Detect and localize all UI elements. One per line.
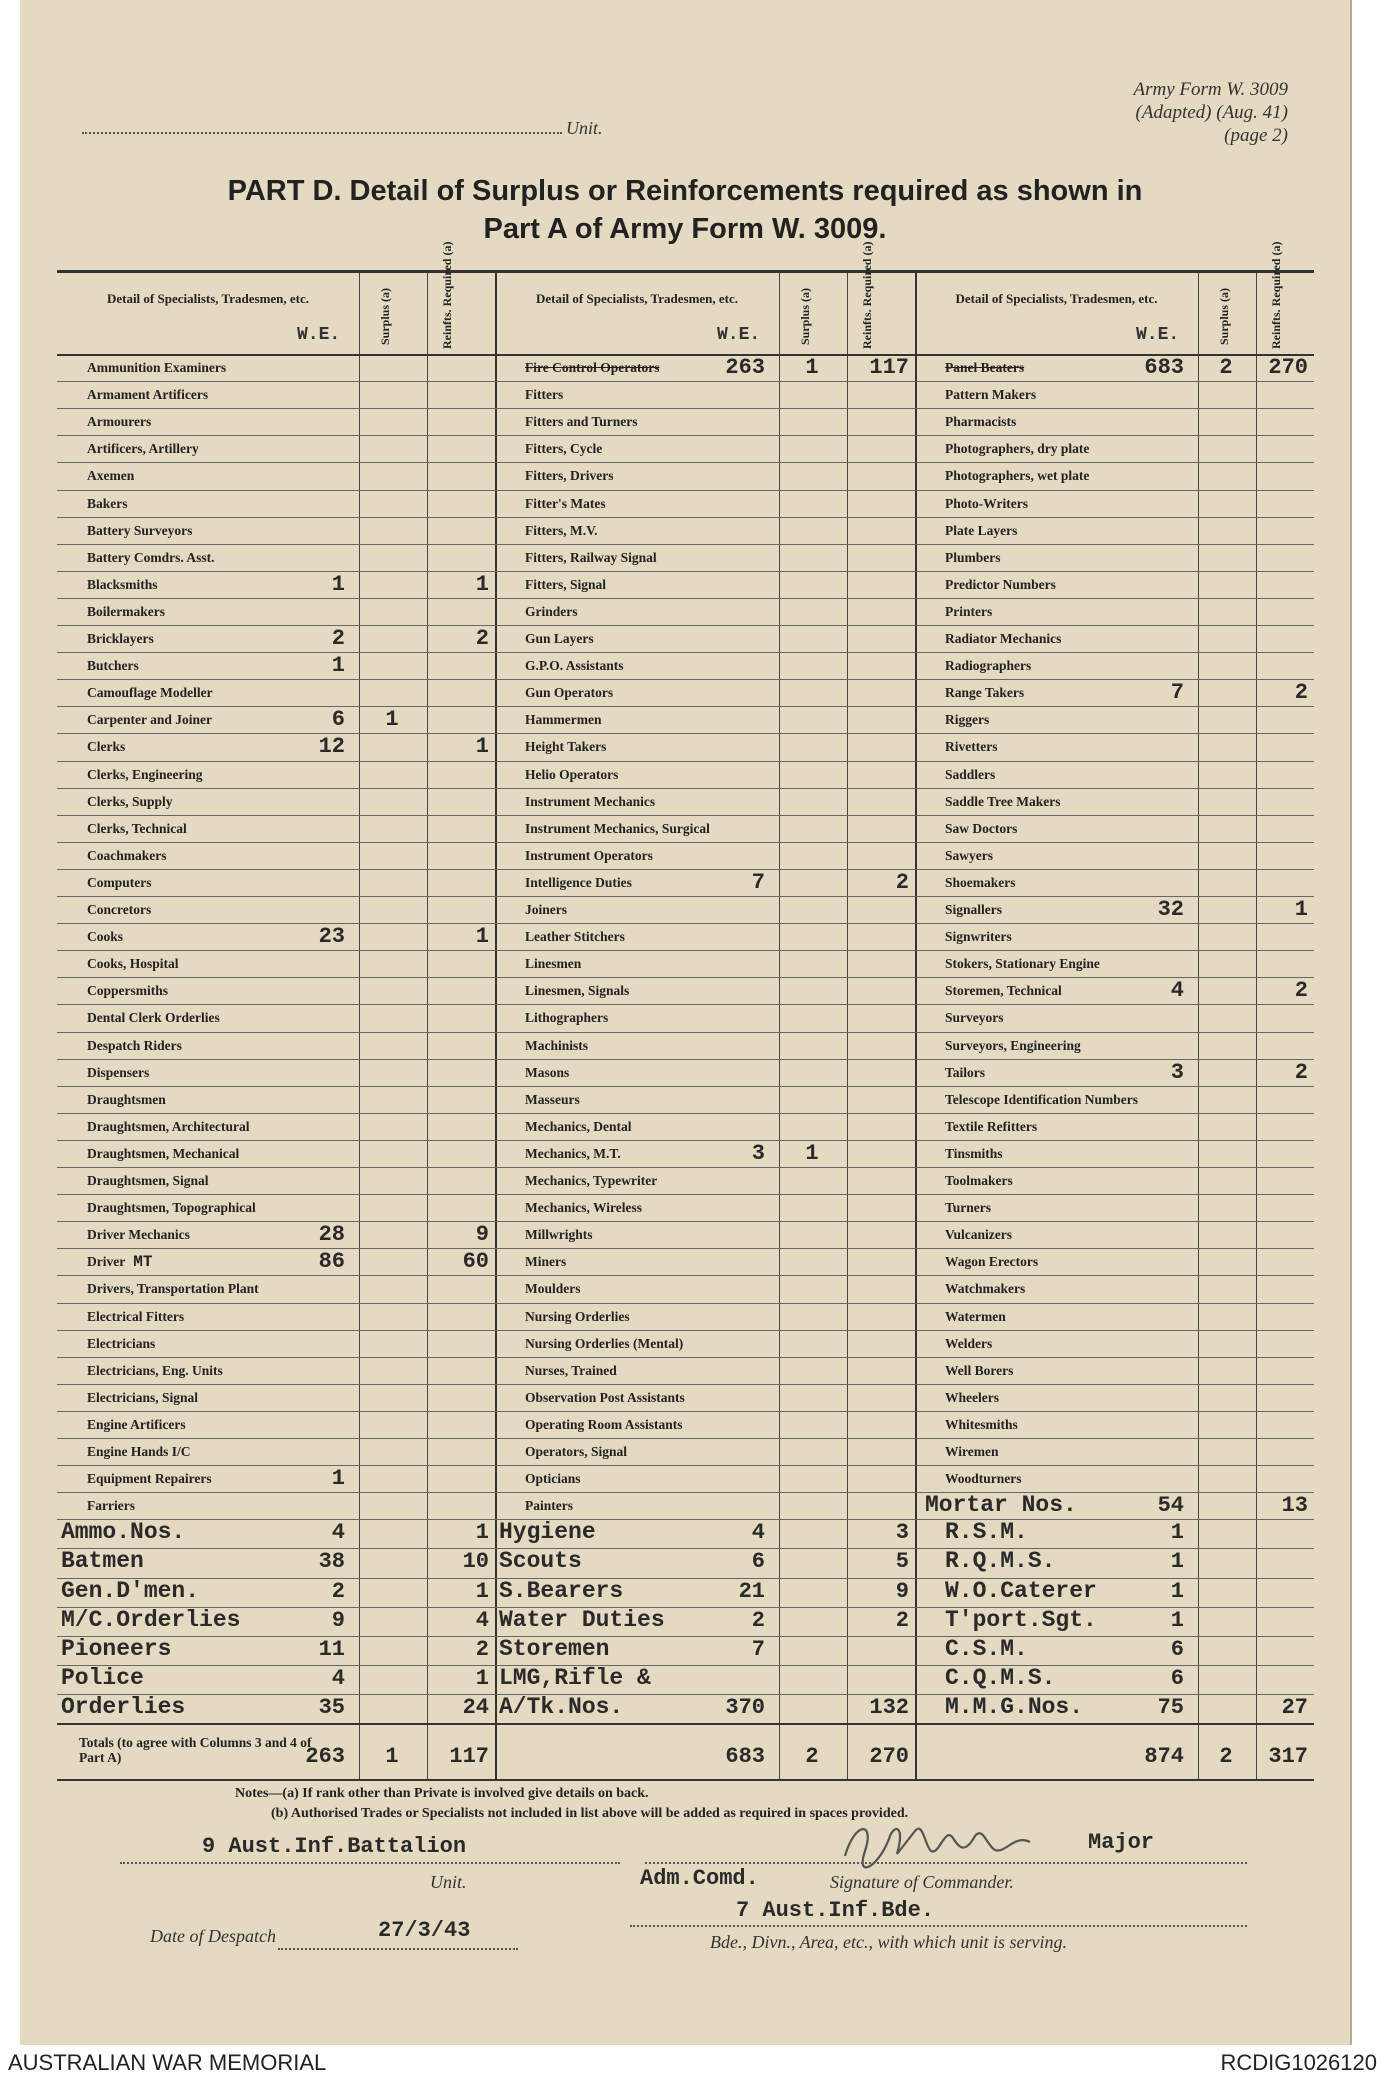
we-value: 3: [1170, 1059, 1184, 1085]
typed-trade-scouts: Scouts: [499, 1548, 582, 1575]
note-a: Notes—(a) If rank other than Private is involved give details on back.: [235, 1786, 649, 1801]
reinfts-value: 2: [475, 626, 489, 651]
trade-name-pharmacists: Pharmacists: [945, 414, 1017, 430]
reinfts-column-header: Reinfts. Required (a): [860, 241, 874, 349]
we-value: 12: [318, 734, 345, 760]
typed-trade-ammo-nos: Ammo.Nos.: [61, 1519, 186, 1546]
we-value: 1: [331, 1466, 345, 1492]
surplus-column-header: Surplus (a): [1217, 287, 1231, 345]
reinfts-value: 270: [1268, 355, 1308, 380]
we-column-header: W.E.: [297, 325, 341, 345]
reinfts-value: 3: [895, 1520, 909, 1546]
we-value: 7: [751, 1636, 765, 1662]
trade-name-tinsmiths: Tinsmiths: [945, 1145, 1003, 1161]
trade-name-grinders: Grinders: [525, 603, 578, 619]
unit-line: [82, 118, 603, 139]
typed-trade-m-m-g-nos: M.M.G.Nos.: [945, 1693, 1084, 1720]
trade-name-plate-layers: Plate Layers: [945, 522, 1018, 538]
typed-trade-pioneers: Pioneers: [61, 1635, 172, 1662]
trade-name-coppersmiths: Coppersmiths: [87, 983, 169, 999]
typed-trade-gen-d-men: Gen.D'men.: [61, 1577, 200, 1604]
trade-name-despatch-riders: Despatch Riders: [87, 1037, 182, 1053]
typed-trade-police: Police: [61, 1664, 144, 1691]
we-value: 75: [1157, 1694, 1184, 1720]
trade-name-saddlers: Saddlers: [945, 766, 996, 782]
trade-name-clerks-engineering: Clerks, Engineering: [87, 766, 203, 782]
trade-name-fitters-m-v: Fitters, M.V.: [525, 522, 598, 538]
trade-name-radiographers: Radiographers: [945, 658, 1032, 674]
typed-trade-t-port-sgt: T'port.Sgt.: [945, 1606, 1097, 1633]
trade-name-mechanics-wireless: Mechanics, Wireless: [525, 1200, 642, 1216]
title-line-1: PART D. Detail of Surplus or Reinforcements required as shown in: [227, 175, 1143, 207]
trade-name-armourers: Armourers: [87, 414, 152, 430]
date-label: Date of Despatch: [150, 1926, 276, 1946]
trade-name-panel-beaters: Panel Beaters: [945, 360, 1025, 375]
reinfts-value: 27: [1281, 1694, 1308, 1720]
trade-name-clerks-supply: Clerks, Supply: [87, 793, 173, 809]
typed-trade-water-duties: Water Duties: [499, 1606, 665, 1633]
trade-name-electricians-signal: Electricians, Signal: [87, 1389, 198, 1405]
total-we: 263: [305, 1744, 345, 1769]
trade-name-painters: Painters: [525, 1498, 573, 1514]
date-line: [278, 1948, 518, 1950]
typed-trade-batmen: Batmen: [61, 1548, 144, 1575]
reinfts-value: 117: [869, 355, 909, 380]
we-value: 7: [751, 869, 765, 895]
typed-trade-r-s-m: R.S.M.: [945, 1519, 1028, 1546]
trade-name-clerks: Clerks: [87, 739, 126, 755]
we-value: 2: [331, 1578, 345, 1604]
we-value: 54: [1157, 1493, 1184, 1519]
trade-name-woodturners: Woodturners: [945, 1471, 1022, 1487]
column-group-divider: [495, 273, 497, 1779]
reinfts-value: 1: [1294, 897, 1308, 922]
trade-name-millwrights: Millwrights: [525, 1227, 593, 1243]
trade-name-whitesmiths: Whitesmiths: [945, 1416, 1018, 1432]
trade-name-electricians-eng-units: Electricians, Eng. Units: [87, 1362, 223, 1378]
total-reinfts: 270: [869, 1744, 909, 1769]
trade-name-dispensers: Dispensers: [87, 1064, 150, 1080]
trade-name-nursing-orderlies-mental: Nursing Orderlies (Mental): [525, 1335, 684, 1351]
trade-name-fitter-s-mates: Fitter's Mates: [525, 495, 606, 511]
trade-name-computers: Computers: [87, 874, 152, 890]
we-value: 263: [725, 355, 765, 380]
surplus-column-rule: [1198, 273, 1199, 1779]
trade-name-shoemakers: Shoemakers: [945, 874, 1016, 890]
trade-name-range-takers: Range Takers: [945, 685, 1025, 701]
form-reference: [1134, 78, 1288, 147]
reinfts-value: 13: [1281, 1493, 1308, 1519]
trade-name-coachmakers: Coachmakers: [87, 847, 167, 863]
reinfts-column-header: Reinfts. Required (a): [1269, 241, 1283, 349]
trade-name-saw-doctors: Saw Doctors: [945, 820, 1018, 836]
typed-trade-w-o-caterer: W.O.Caterer: [945, 1577, 1097, 1604]
reinfts-value: 9: [475, 1222, 489, 1248]
we-value: 7: [1170, 680, 1184, 706]
we-value: 1: [1170, 1520, 1184, 1546]
trade-name-fire-control-operators: Fire Control Operators: [525, 360, 660, 375]
trade-name-surveyors: Surveyors: [945, 1010, 1004, 1026]
we-value: 23: [318, 924, 345, 950]
trade-name-battery-comdrs-asst: Battery Comdrs. Asst.: [87, 549, 215, 565]
trade-name-engine-hands-i-c: Engine Hands I/C: [87, 1444, 191, 1459]
typed-trade-orderlies: Orderlies: [61, 1693, 186, 1720]
trade-name-cooks-hospital: Cooks, Hospital: [87, 956, 179, 972]
reinfts-value: 1: [475, 571, 489, 597]
reinfts-value: 2: [475, 1636, 489, 1662]
column-group-divider: [915, 273, 917, 1779]
trade-name-helio-operators: Helio Operators: [525, 766, 619, 782]
reinfts-column-rule: [427, 273, 428, 1779]
trade-name-mechanics-typewriter: Mechanics, Typewriter: [525, 1173, 658, 1188]
trade-name-draughtsmen-architectural: Draughtsmen, Architectural: [87, 1118, 250, 1134]
brigade-label: Bde., Divn., Area, etc., with which unit is serving.: [710, 1932, 1067, 1952]
we-value: 1: [331, 653, 345, 679]
trade-name-radiator-mechanics: Radiator Mechanics: [945, 631, 1062, 646]
trade-name-watermen: Watermen: [945, 1308, 1006, 1324]
trade-name-mechanics-dental: Mechanics, Dental: [525, 1118, 632, 1134]
reinfts-value: 60: [462, 1249, 489, 1275]
we-column-header: W.E.: [1136, 325, 1180, 345]
unit-signature-line: [120, 1862, 620, 1864]
trade-name-telescope-identification-numbers: Telescope Identification Numbers: [945, 1091, 1138, 1107]
form-page: [20, 0, 1352, 2045]
total-surplus: 1: [385, 1744, 399, 1769]
trade-name-nursing-orderlies: Nursing Orderlies: [525, 1308, 630, 1324]
surplus-value: 1: [805, 1140, 819, 1166]
reinfts-value: 2: [1294, 1059, 1308, 1085]
trade-name-cooks: Cooks: [87, 929, 124, 945]
we-value: 1: [1170, 1607, 1184, 1633]
trade-name-bakers: Bakers: [87, 495, 128, 511]
total-surplus: 2: [1219, 1744, 1233, 1769]
trade-name-ammunition-examiners: Ammunition Examiners: [87, 360, 227, 375]
trade-name-driver: Driver MT: [87, 1253, 153, 1272]
trade-name-masseurs: Masseurs: [525, 1091, 580, 1107]
form-number: Army Form W. 3009: [1133, 79, 1288, 100]
typed-trade-s-bearers: S.Bearers: [499, 1577, 624, 1604]
signature-scribble-icon: [835, 1816, 1055, 1876]
brigade-line: [630, 1925, 1247, 1927]
trade-name-gun-layers: Gun Layers: [525, 631, 594, 646]
form-page-number: (page 2): [1224, 125, 1288, 146]
trade-name-watchmakers: Watchmakers: [945, 1281, 1026, 1297]
trade-name-draughtsmen-signal: Draughtsmen, Signal: [87, 1173, 209, 1188]
we-value: 2: [751, 1607, 765, 1633]
adm-comd: Adm.Comd.: [640, 1866, 759, 1891]
reinfts-value: 1: [475, 1520, 489, 1546]
reinfts-value: 132: [869, 1694, 909, 1720]
trade-name-riggers: Riggers: [945, 712, 990, 728]
trade-name-fitters-railway-signal: Fitters, Railway Signal: [525, 549, 657, 565]
trade-name-drivers-transportation-plant: Drivers, Transportation Plant: [87, 1281, 259, 1297]
surplus-column-header: Surplus (a): [378, 287, 392, 345]
typed-trade-storemen: Storemen: [499, 1635, 610, 1662]
we-column-header: W.E.: [717, 325, 761, 345]
trade-name-storemen-technical: Storemen, Technical: [945, 983, 1062, 999]
trade-name-concretors: Concretors: [87, 902, 152, 917]
reinfts-value: 10: [462, 1549, 489, 1575]
trade-name-fitters-drivers: Fitters, Drivers: [525, 468, 614, 484]
typed-trade-lmg-rifle: LMG,Rifle &: [499, 1664, 651, 1691]
typed-trade-m-c-orderlies: M/C.Orderlies: [61, 1606, 241, 1633]
trade-name-wagon-erectors: Wagon Erectors: [945, 1254, 1039, 1270]
reinfts-value: 1: [475, 924, 489, 950]
detail-column-header: Detail of Specialists, Tradesmen, etc.: [955, 291, 1158, 306]
reinfts-column-rule: [847, 273, 848, 1779]
we-value: 3: [751, 1140, 765, 1166]
trade-name-surveyors-engineering: Surveyors, Engineering: [945, 1037, 1081, 1053]
trade-name-predictor-numbers: Predictor Numbers: [945, 576, 1056, 592]
reinfts-value: 24: [462, 1694, 489, 1720]
trade-name-draughtsmen-topographical: Draughtsmen, Topographical: [87, 1200, 256, 1216]
trade-name-machinists: Machinists: [525, 1037, 589, 1053]
trade-name-mechanics-m-t: Mechanics, M.T.: [525, 1145, 621, 1161]
reinfts-value: 2: [1294, 978, 1308, 1004]
footer-right-id: RCDIG1026120: [1220, 2050, 1377, 2075]
we-value: 21: [738, 1578, 765, 1604]
trade-name-g-p-o-assistants: G.P.O. Assistants: [525, 658, 624, 674]
reinfts-value: 5: [895, 1549, 909, 1575]
totals-label: Totals (to agree with Columns 3 and 4 of Part A): [79, 1735, 312, 1765]
trade-name-boilermakers: Boilermakers: [87, 603, 165, 619]
trade-name-rivetters: Rivetters: [945, 739, 998, 755]
reinfts-value: 9: [895, 1578, 909, 1604]
unit-footer-label: Unit.: [430, 1872, 467, 1892]
total-reinfts: 317: [1268, 1744, 1308, 1769]
reinfts-value: 1: [475, 1578, 489, 1604]
trade-name-farriers: Farriers: [87, 1498, 135, 1514]
trade-name-electricians: Electricians: [87, 1335, 156, 1351]
trade-name-fitters-signal: Fitters, Signal: [525, 576, 606, 592]
trade-name-linesmen: Linesmen: [525, 956, 582, 972]
trade-name-saddle-tree-makers: Saddle Tree Makers: [945, 793, 1061, 809]
trade-name-plumbers: Plumbers: [945, 549, 1001, 565]
trade-name-camouflage-modeller: Camouflage Modeller: [87, 685, 213, 701]
reinfts-value: 2: [895, 1607, 909, 1633]
surplus-value: 2: [1219, 355, 1233, 380]
reinfts-value: 2: [895, 869, 909, 895]
trade-name-axemen: Axemen: [87, 468, 135, 484]
surplus-column-header: Surplus (a): [798, 287, 812, 345]
note-b: (b) Authorised Trades or Specialists not included in list above will be added as required in spaces provided.: [271, 1806, 909, 1821]
trade-name-photo-writers: Photo-Writers: [945, 495, 1028, 511]
trade-name-moulders: Moulders: [525, 1281, 581, 1297]
trade-name-height-takers: Height Takers: [525, 739, 607, 755]
surplus-value: 1: [805, 355, 819, 380]
we-value: 6: [1170, 1636, 1184, 1662]
part-d-title: [20, 172, 1350, 248]
notes: [235, 1784, 908, 1824]
total-reinfts: 117: [449, 1744, 489, 1769]
we-value: 32: [1157, 897, 1184, 922]
trade-name-signwriters: Signwriters: [945, 929, 1012, 945]
trade-name-electrical-fitters: Electrical Fitters: [87, 1308, 185, 1324]
trade-name-toolmakers: Toolmakers: [945, 1173, 1013, 1188]
reinfts-column-rule: [1256, 273, 1257, 1779]
we-value: 4: [1170, 978, 1184, 1004]
we-value: 6: [751, 1549, 765, 1575]
trade-name-gun-operators: Gun Operators: [525, 685, 614, 701]
trade-name-intelligence-duties: Intelligence Duties: [525, 874, 632, 890]
total-we: 683: [725, 1744, 765, 1769]
trade-name-printers: Printers: [945, 603, 993, 619]
trade-name-engine-artificers: Engine Artificers: [87, 1416, 186, 1432]
we-value: 683: [1144, 355, 1184, 380]
trade-name-photographers-wet-plate: Photographers, wet plate: [945, 468, 1090, 484]
trade-name-fitters: Fitters: [525, 387, 564, 403]
trade-name-battery-surveyors: Battery Surveyors: [87, 522, 193, 538]
typed-trade-hygiene: Hygiene: [499, 1519, 596, 1546]
total-we: 874: [1144, 1744, 1184, 1769]
trade-name-mortar-nos: Mortar Nos.: [925, 1492, 1077, 1519]
trade-name-wiremen: Wiremen: [945, 1444, 999, 1459]
trade-name-textile-refitters: Textile Refitters: [945, 1118, 1038, 1134]
title-line-2: Part A of Army Form W. 3009.: [483, 213, 887, 245]
form-adapted: (Adapted) (Aug. 41): [1135, 102, 1288, 123]
unit-value: 9 Aust.Inf.Battalion: [202, 1834, 467, 1859]
trade-name-welders: Welders: [945, 1335, 993, 1351]
trade-name-well-borers: Well Borers: [945, 1362, 1014, 1378]
we-value: 6: [1170, 1665, 1184, 1691]
specialists-table: [57, 241, 1314, 1781]
rank-value: Major: [1088, 1830, 1155, 1855]
trade-name-signallers: Signallers: [945, 902, 1003, 917]
we-value: 35: [318, 1694, 345, 1720]
typed-trade-a-tk-nos: A/Tk.Nos.: [499, 1693, 624, 1720]
trade-name-fitters-and-turners: Fitters and Turners: [525, 414, 638, 430]
reinfts-value: 1: [475, 734, 489, 760]
reinfts-value: 2: [1294, 680, 1308, 706]
we-value: 6: [331, 707, 345, 733]
we-value: 2: [331, 626, 345, 651]
trade-name-sawyers: Sawyers: [945, 847, 993, 863]
we-value: 4: [331, 1520, 345, 1546]
reinfts-value: 1: [475, 1665, 489, 1691]
we-value: 28: [318, 1222, 345, 1248]
surplus-value: 1: [385, 707, 399, 733]
detail-column-header: Detail of Specialists, Tradesmen, etc.: [535, 291, 739, 306]
total-surplus: 2: [805, 1744, 819, 1769]
commander-signature-line: [645, 1862, 1247, 1864]
trade-name-draughtsmen: Draughtsmen: [87, 1091, 166, 1107]
trade-name-artificers-artillery: Artificers, Artillery: [87, 441, 199, 457]
surplus-column-rule: [359, 273, 360, 1779]
trade-name-fitters-cycle: Fitters, Cycle: [525, 441, 603, 457]
trade-name-operating-room-assistants: Operating Room Assistants: [525, 1416, 683, 1432]
trade-name-driver-mechanics: Driver Mechanics: [87, 1227, 190, 1243]
trade-name-dental-clerk-orderlies: Dental Clerk Orderlies: [87, 1010, 220, 1026]
trade-name-instrument-mechanics-surgical: Instrument Mechanics, Surgical: [525, 820, 710, 836]
trade-name-draughtsmen-mechanical: Draughtsmen, Mechanical: [87, 1145, 240, 1161]
trade-name-carpenter-and-joiner: Carpenter and Joiner: [87, 712, 212, 728]
we-value: 1: [1170, 1578, 1184, 1604]
we-value: 11: [318, 1636, 345, 1662]
we-value: 9: [331, 1607, 345, 1633]
trade-name-tailors: Tailors: [945, 1064, 986, 1080]
trade-name-leather-stitchers: Leather Stitchers: [525, 929, 625, 945]
we-value: 1: [1170, 1549, 1184, 1575]
we-value: 1: [331, 571, 345, 597]
surplus-column-rule: [779, 273, 780, 1779]
trade-name-wheelers: Wheelers: [945, 1389, 999, 1405]
signature-label: Signature of Commander.: [830, 1872, 1014, 1892]
trade-name-joiners: Joiners: [525, 902, 567, 917]
totals-rule: [57, 1723, 1314, 1725]
trade-name-nurses-trained: Nurses, Trained: [525, 1362, 617, 1378]
trade-name-pattern-makers: Pattern Makers: [945, 387, 1037, 403]
typed-trade-c-s-m: C.S.M.: [945, 1635, 1028, 1662]
trade-name-masons: Masons: [525, 1064, 570, 1080]
trade-name-blacksmiths: Blacksmiths: [87, 576, 158, 592]
trade-name-lithographers: Lithographers: [525, 1010, 609, 1026]
trade-name-clerks-technical: Clerks, Technical: [87, 820, 187, 836]
typed-trade-r-q-m-s: R.Q.M.S.: [945, 1548, 1056, 1575]
trade-name-armament-artificers: Armament Artificers: [87, 387, 209, 403]
brigade-value: 7 Aust.Inf.Bde.: [736, 1898, 935, 1923]
trade-name-vulcanizers: Vulcanizers: [945, 1227, 1012, 1243]
we-value: 86: [318, 1249, 345, 1275]
trade-name-butchers: Butchers: [87, 658, 139, 674]
trade-name-photographers-dry-plate: Photographers, dry plate: [945, 441, 1090, 457]
trade-name-opticians: Opticians: [525, 1471, 581, 1487]
trade-name-operators-signal: Operators, Signal: [525, 1444, 628, 1459]
trade-name-instrument-operators: Instrument Operators: [525, 847, 653, 863]
trade-name-instrument-mechanics: Instrument Mechanics: [525, 793, 656, 809]
we-value: 370: [725, 1694, 765, 1720]
detail-column-header: Detail of Specialists, Tradesmen, etc.: [106, 291, 310, 306]
we-value: 4: [331, 1665, 345, 1691]
reinfts-value: 4: [475, 1607, 489, 1633]
we-value: 38: [318, 1549, 345, 1575]
footer-left-credit: AUSTRALIAN WAR MEMORIAL: [8, 2050, 327, 2075]
trade-name-equipment-repairers: Equipment Repairers: [87, 1471, 212, 1487]
trade-name-hammermen: Hammermen: [525, 712, 602, 728]
trade-name-turners: Turners: [945, 1200, 992, 1216]
typed-trade-c-q-m-s: C.Q.M.S.: [945, 1664, 1056, 1691]
trade-name-observation-post-assistants: Observation Post Assistants: [525, 1389, 685, 1405]
unit-label: Unit.: [566, 118, 603, 138]
unit-dotted-line: [82, 132, 562, 134]
reinfts-column-header: Reinfts. Required (a): [440, 241, 454, 349]
trade-name-bricklayers: Bricklayers: [87, 631, 154, 646]
trade-name-stokers-stationary-engine: Stokers, Stationary Engine: [945, 956, 1100, 972]
trade-name-miners: Miners: [525, 1254, 567, 1270]
we-value: 4: [751, 1520, 765, 1546]
date-value: 27/3/43: [378, 1918, 471, 1943]
trade-name-linesmen-signals: Linesmen, Signals: [525, 983, 630, 999]
